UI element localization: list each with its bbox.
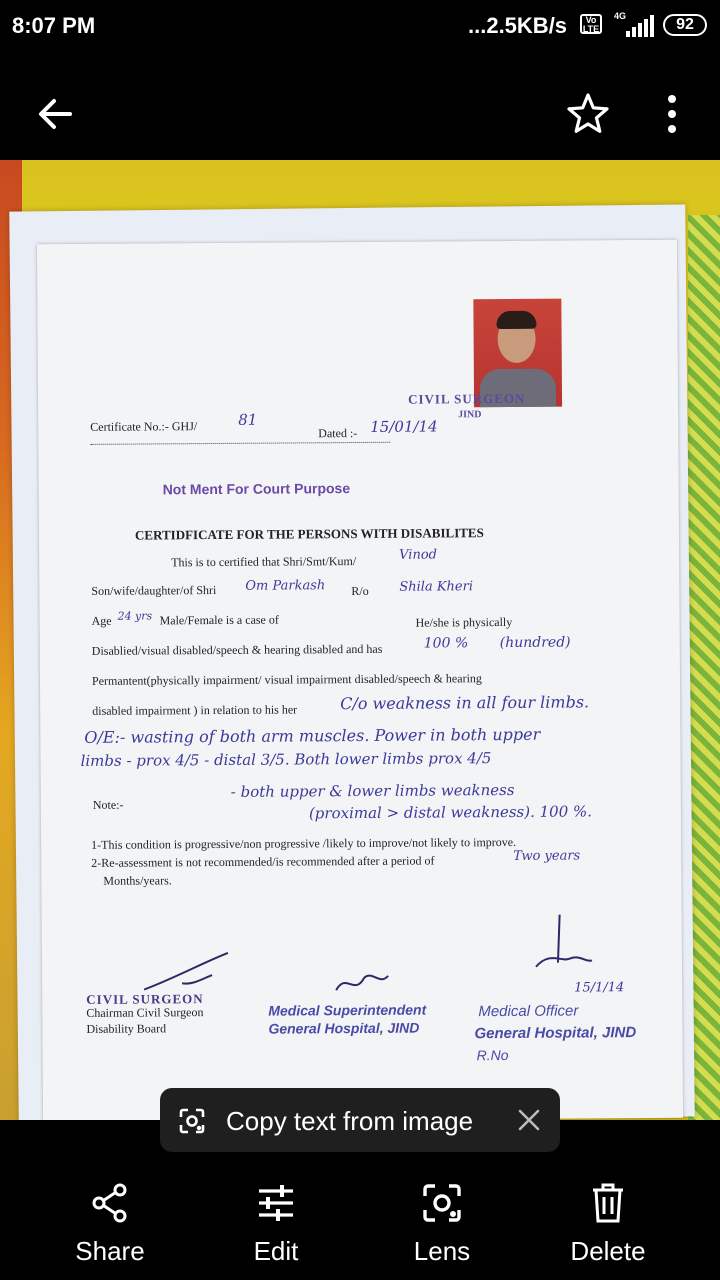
line-2-ro: R/o (351, 583, 369, 599)
delete-button[interactable] (528, 1152, 688, 1280)
more-vertical-icon[interactable] (660, 92, 684, 136)
jind-stamp: JIND (458, 409, 482, 421)
battery-icon: 92 (663, 14, 707, 36)
condition-1: 1-This condition is progressive/non progressive /likely to improve/not likely to improve. (91, 834, 517, 852)
hand-line-9: - both upper & lower limbs weakness (230, 780, 515, 801)
photo-viewer[interactable] (0, 160, 720, 1120)
civil-surgeon-stamp: CIVIL SURGEON (407, 390, 526, 407)
share-label: Share (75, 1236, 145, 1266)
lens-icon (422, 1182, 462, 1224)
line-3-age-hand: 24 yrs (117, 609, 153, 623)
line-3: Male/Female is a case of (159, 612, 279, 628)
lens-label: Lens (413, 1236, 471, 1266)
not-meant-text: Not Ment For Court Purpose (162, 480, 351, 498)
hand-line-10: (proximal > distal weakness). 100 %. (308, 802, 593, 823)
line-4: Disablied/visual disabled/speech & hearing disabled and has (91, 641, 383, 658)
trash-icon (588, 1182, 628, 1224)
hand-line-8: limbs - prox 4/5 - distal 3/5. Both lower limbs prox 4/5 (80, 749, 492, 770)
signature-2 (332, 968, 392, 998)
certificate-no-value: 81 (238, 410, 258, 429)
sig1-line2: Disability Board (86, 1021, 167, 1036)
line-2-hand: Om Parkash (245, 578, 326, 594)
lens-icon (178, 1107, 206, 1135)
line-1: This is to certified that Shri/Smt/Kum/ (171, 554, 357, 570)
signal-icon (608, 11, 654, 37)
star-icon[interactable] (565, 90, 611, 136)
status-bar (0, 0, 720, 52)
line-2: Son/wife/daughter/of Shri (91, 583, 217, 598)
status-time: 8:07 PM (12, 13, 96, 38)
line-4-hand2: (hundred) (499, 634, 571, 652)
delete-label: Delete (570, 1236, 646, 1266)
hand-line-7: O/E:- wasting of both arm muscles. Power in both upper (84, 724, 541, 747)
volte-icon: Vo LTE (580, 14, 602, 34)
sig3-line2: General Hospital, JIND (474, 1024, 637, 1043)
line-4-hand: 100 % (423, 635, 469, 652)
sig3-line3: R.No (476, 1046, 509, 1064)
line-6-hand: C/o weakness in all four limbs. (340, 692, 590, 714)
dated-label: Dated :- (318, 426, 358, 441)
sig1-stamp: CIVIL SURGEON (86, 991, 204, 1007)
bottom-action-bar (0, 1152, 720, 1280)
close-icon[interactable] (516, 1107, 542, 1133)
dated-value: 15/01/14 (370, 417, 438, 436)
sig2-line2: General Hospital, JIND (268, 1019, 420, 1037)
edit-button[interactable] (196, 1152, 356, 1280)
note-label: Note:- (92, 797, 124, 812)
line-3-age: Age (91, 613, 112, 628)
condition-2: 2-Re-assessment is not recommended/is recommended after a period of (91, 853, 435, 870)
share-button[interactable] (30, 1152, 190, 1280)
certificate-document (37, 240, 683, 1120)
certificate-no-label: Certificate No.:- GHJ/ (90, 419, 198, 434)
edit-label: Edit (253, 1236, 299, 1266)
line-3-end: He/she is physically (415, 614, 513, 630)
dotted-rule (90, 442, 390, 445)
sig3-line1: Medical Officer (478, 1002, 579, 1021)
share-icon (90, 1182, 130, 1224)
certificate-heading: CERTIDFICATE FOR THE PERSONS WITH DISABILITES (134, 525, 484, 543)
network-speed: ...2.5KB/s (468, 13, 568, 38)
signature-3 (526, 910, 597, 990)
condition-2-hand: Two years (513, 848, 581, 864)
app-bar (0, 52, 720, 160)
sig3-date: 15/1/14 (574, 980, 625, 996)
line-5: Permantent(physically impairment/ visual impairment disabled/speech & hearing (91, 671, 482, 688)
sig2-line1: Medical Superintendent (268, 1001, 427, 1019)
line-2-hand2: Shila Kheri (399, 579, 474, 595)
back-arrow-icon[interactable] (34, 92, 78, 136)
tune-icon (256, 1182, 296, 1224)
sig1-line1: Chairman Civil Surgeon (86, 1005, 204, 1020)
copy-text-label: Copy text from image (226, 1106, 474, 1136)
network-type: 4G (614, 11, 627, 21)
line-1-hand: Vinod (399, 547, 438, 563)
copy-text-chip[interactable] (160, 1088, 560, 1152)
lens-button[interactable] (362, 1152, 522, 1280)
condition-3: Months/years. (103, 873, 172, 888)
line-6: disabled impairment ) in relation to his her (92, 702, 298, 718)
